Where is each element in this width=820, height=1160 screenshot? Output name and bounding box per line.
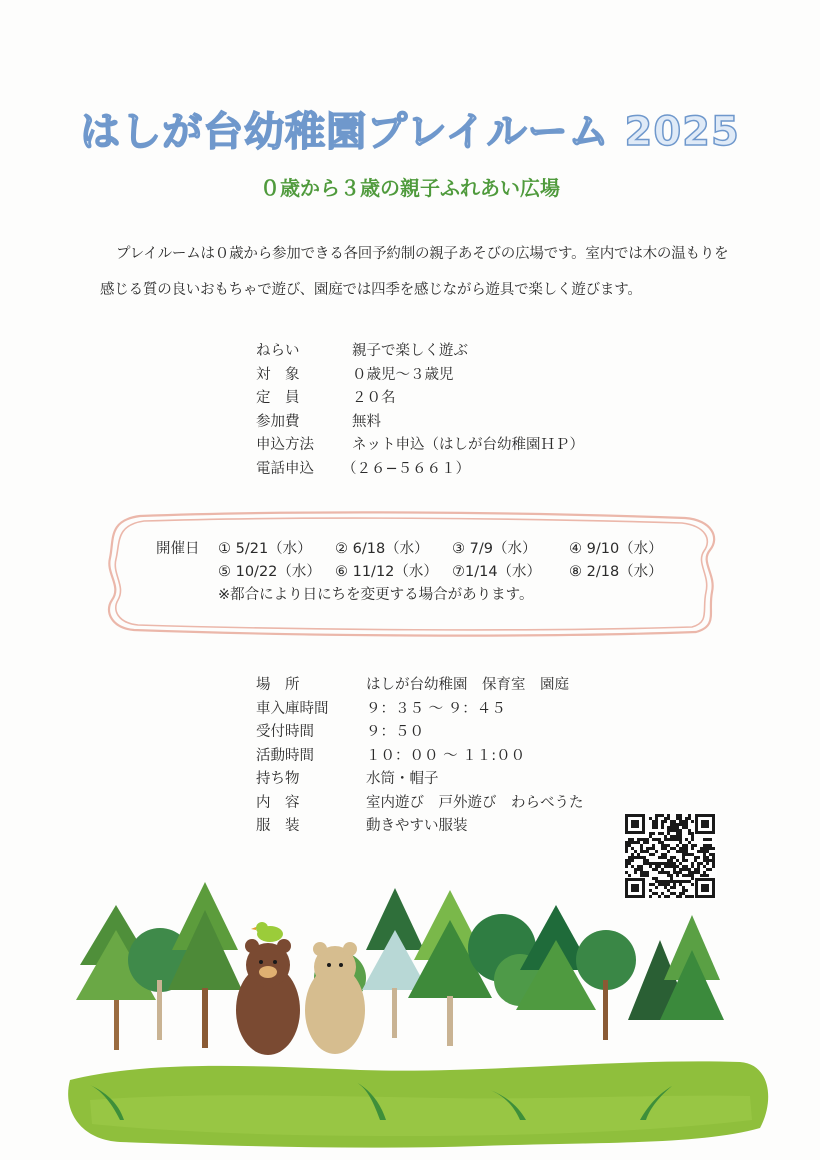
info-label: 持ち物 — [256, 771, 300, 787]
intro-line-1: プレイルームは０歳から参加できる各回予約制の親子あそびの広場です。室内では木の温もりを — [116, 246, 729, 262]
detail-info — [256, 674, 584, 839]
brown-bear — [236, 939, 300, 1055]
schedule-date: ⑥ 11/12（水） — [335, 564, 438, 580]
info-label: 参加費 — [256, 413, 300, 430]
info-value: 親子で楽しく遊ぶ — [352, 343, 468, 359]
info-value: ９：３５ 〜 ９：４５ — [366, 700, 506, 717]
schedule-content — [156, 538, 663, 607]
info-label: 車入庫時間 — [256, 700, 329, 717]
info-value: ２０名 — [352, 390, 396, 406]
info-row-target — [256, 364, 584, 388]
schedule-date: ⑤ 10/22（水） — [218, 564, 321, 580]
small-bird — [251, 922, 283, 942]
info-row-clothing — [256, 815, 584, 839]
schedule-note: ※都合により日にちを変更する場合があります。 — [218, 587, 534, 603]
info-row-activity — [256, 745, 584, 769]
info-row-content — [256, 792, 584, 816]
forest-illustration — [0, 870, 820, 1160]
schedule-box — [100, 508, 722, 640]
info-row-aim — [256, 340, 584, 364]
intro-line-2: 感じる質の良いおもちゃで遊び、園庭では四季を感じながら遊具で楽しく遊びます。 — [100, 282, 642, 298]
info-value: ネット申込（はしが台幼稚園ＨＰ） — [352, 437, 584, 453]
schedule-date: ③ 7/9（水） — [452, 541, 537, 557]
info-row-belongings — [256, 768, 584, 792]
info-value: ０歳児〜３歳児 — [352, 366, 454, 383]
info-label: 受付時間 — [256, 724, 314, 740]
info-row-reception — [256, 721, 584, 745]
page-title: はしが台幼稚園プレイルーム 2025 — [80, 109, 740, 155]
schedule-date: ① 5/21（水） — [218, 541, 312, 557]
phone-number: （２６−５６６１） — [342, 460, 471, 477]
schedule-note-row — [156, 584, 663, 607]
overview-info — [256, 340, 584, 481]
info-label: 活動時間 — [256, 747, 314, 764]
info-value: 無料 — [352, 413, 381, 430]
info-label: 服 装 — [256, 818, 300, 834]
info-row-apply — [256, 434, 584, 458]
schedule-label: 開催日 — [156, 541, 200, 557]
info-value: 室内遊び 戸外遊び わらべうた — [366, 794, 584, 811]
info-value: 水筒・帽子 — [366, 771, 439, 787]
forest-trees — [76, 882, 724, 1050]
info-value: ９：５０ — [366, 724, 424, 740]
schedule-row-1 — [156, 538, 663, 561]
info-value: １０：００ 〜 １１:００ — [366, 747, 526, 764]
info-label: ねらい — [256, 343, 300, 359]
info-label: 対 象 — [256, 366, 300, 383]
page-subtitle: ０歳から３歳の親子ふれあい広場 — [260, 176, 560, 200]
intro-text — [100, 236, 740, 308]
info-label: 場 所 — [256, 677, 300, 693]
info-row-place — [256, 674, 584, 698]
info-label: 申込方法 — [256, 437, 314, 453]
info-row-parking — [256, 698, 584, 722]
schedule-date: ② 6/18（水） — [335, 541, 429, 557]
schedule-date: ④ 9/10（水） — [569, 541, 663, 557]
schedule-date: ⑧ 2/18（水） — [569, 564, 663, 580]
info-row-fee — [256, 411, 584, 435]
schedule-date: ⑦1/14（水） — [452, 564, 542, 580]
info-value: はしが台幼稚園 保育室 園庭 — [366, 677, 569, 693]
info-label: 電話申込 — [256, 460, 314, 477]
info-label: 定 員 — [256, 390, 300, 406]
info-row-phone — [256, 458, 584, 482]
info-value: 動きやすい服装 — [366, 818, 468, 834]
info-label: 内 容 — [256, 794, 300, 811]
schedule-row-2 — [156, 561, 663, 584]
info-row-capacity — [256, 387, 584, 411]
